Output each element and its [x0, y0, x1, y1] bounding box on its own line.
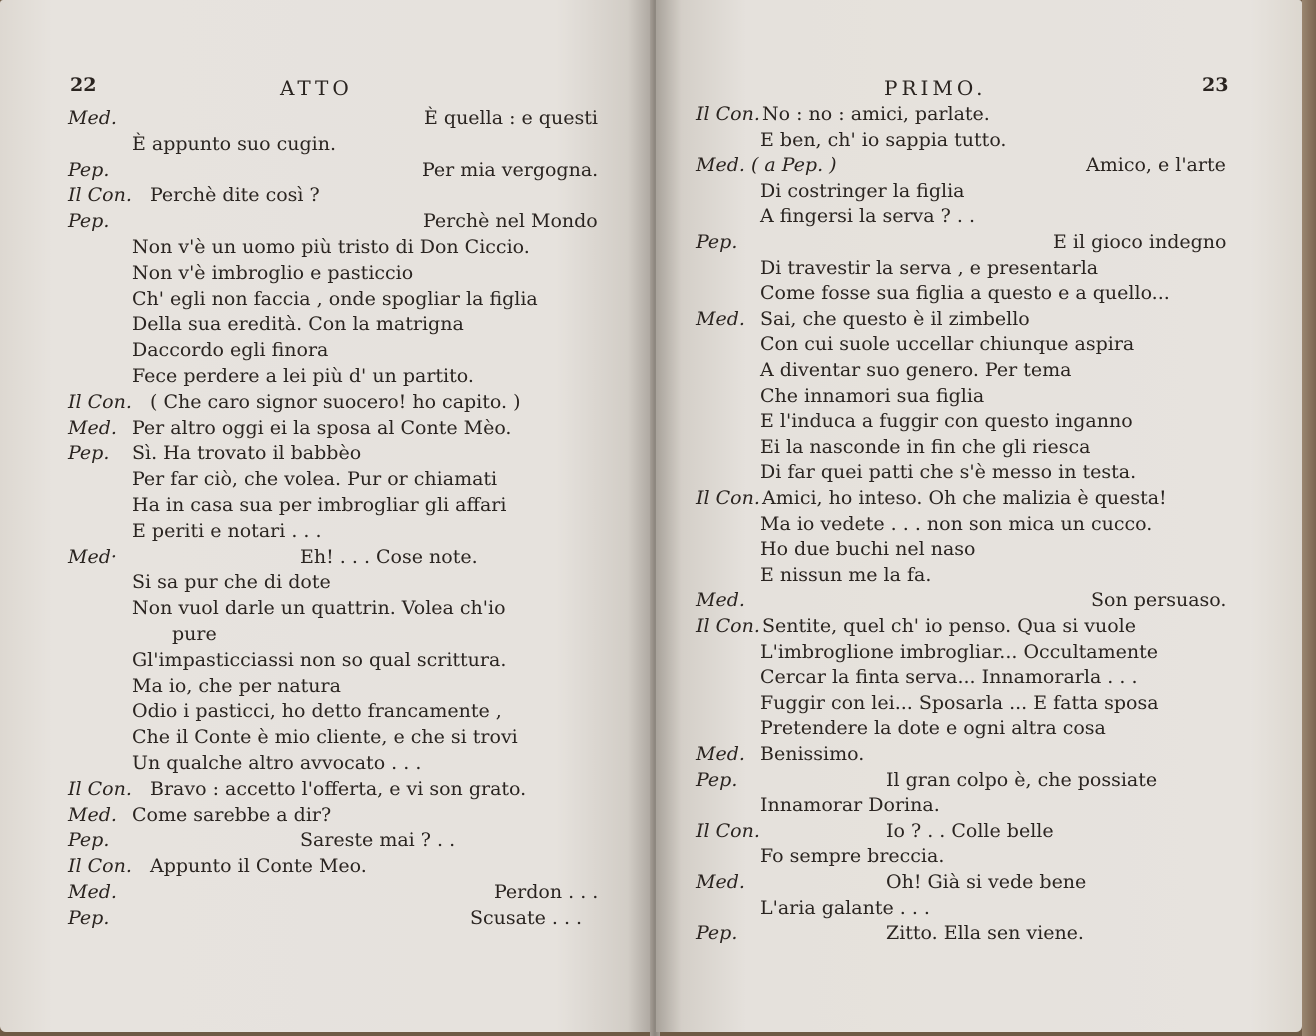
- speaker-label: Med.: [696, 589, 745, 612]
- dialogue-line: Di costringer la figlia: [760, 179, 965, 202]
- speaker-label: Med. ( a Pep. ): [696, 154, 837, 177]
- dialogue-line: ( Che caro signor suocero! ho capito. ): [150, 390, 521, 413]
- dialogue-line: Sì. Ha trovato il babbèo: [132, 442, 362, 465]
- dialogue-line: Amici, ho inteso. Oh che malizia è questa!: [762, 487, 1167, 509]
- speaker-label: Med.: [68, 803, 117, 826]
- speaker-label: Med·: [68, 545, 117, 568]
- dialogue-line: Perchè dite così ?: [150, 184, 320, 207]
- dialogue-line: Non v'è un uomo più tristo di Don Ciccio.: [132, 236, 530, 258]
- dialogue-line: Si sa pur che di dote: [132, 571, 331, 594]
- dialogue-line: Oh! Già si vede bene: [886, 871, 1087, 893]
- dialogue-line: Perdon . . .: [494, 881, 599, 903]
- dialogue-line: Per far ciò, che volea. Pur or chiamati: [132, 468, 498, 491]
- dialogue-line: Sentite, quel ch' io penso. Qua si vuole: [762, 615, 1136, 637]
- speaker-label: Il Con.: [68, 855, 132, 878]
- speaker-label: Pep.: [696, 768, 738, 791]
- dialogue-line: Zitto. Ella sen viene.: [886, 922, 1084, 945]
- speaker-label: Med.: [696, 743, 745, 765]
- speaker-label: Pep.: [68, 158, 110, 181]
- dialogue-line: Bravo : accetto l'offerta, e vi son grato.: [150, 777, 527, 800]
- dialogue-line: Son persuaso.: [1091, 589, 1227, 612]
- dialogue-line: Ei la nasconde in fin che gli riesca: [760, 435, 1091, 458]
- left-page: [0, 0, 654, 1032]
- speaker-label: Il Con.: [696, 103, 760, 125]
- dialogue-line: Sareste mai ? . .: [300, 829, 456, 852]
- speaker-label: Med.: [68, 416, 117, 439]
- dialogue-line: E periti e notari . . .: [132, 519, 322, 542]
- dialogue-line: L'imbroglione imbrogliar... Occultamente: [760, 640, 1158, 663]
- dialogue-line: È appunto suo cugin.: [132, 132, 337, 155]
- speaker-label: Il Con.: [696, 487, 760, 509]
- dialogue-line: Ma io, che per natura: [132, 674, 341, 697]
- page-number-left: 22: [70, 74, 97, 96]
- dialogue-line: Come fosse sua figlia a questo e a quello...: [760, 282, 1170, 305]
- dialogue-line: Odio i pasticci, ho detto francamente ,: [132, 700, 502, 723]
- dialogue-line: Per mia vergogna.: [422, 158, 599, 181]
- speaker-label: Il Con.: [68, 390, 132, 413]
- speaker-label: Pep.: [68, 906, 110, 929]
- dialogue-line: Daccordo egli finora: [132, 339, 329, 362]
- dialogue-line: A diventar suo genero. Per tema: [760, 359, 1072, 381]
- dialogue-line: Sai, che questo è il zimbello: [760, 307, 1030, 330]
- speaker-label: Pep.: [696, 231, 738, 253]
- speaker-label: Pep.: [68, 829, 110, 852]
- dialogue-line: Che innamori sua figlia: [760, 384, 985, 407]
- dialogue-line: Come sarebbe a dir?: [132, 803, 332, 826]
- speaker-label: Med.: [696, 871, 745, 893]
- speaker-label: Il Con.: [696, 615, 760, 637]
- speaker-label: Pep.: [68, 442, 110, 465]
- dialogue-line: Di travestir la serva , e presentarla: [760, 256, 1099, 279]
- dialogue-line: A fingersi la serva ? . .: [760, 205, 975, 228]
- dialogue-line: Che il Conte è mio cliente, e che si trovi: [132, 726, 518, 749]
- dialogue-line: E il gioco indegno: [1053, 231, 1227, 253]
- dialogue-line: E l'induca a fuggir con questo inganno: [760, 410, 1133, 433]
- dialogue-line: Il gran colpo è, che possiate: [886, 768, 1158, 791]
- dialogue-line: Gl'impasticciassi non so qual scrittura.: [132, 648, 507, 671]
- dialogue-line: Eh! . . . Cose note.: [300, 545, 478, 568]
- dialogue-line: Della sua eredità. Con la matrigna: [132, 313, 464, 336]
- dialogue-line: Ho due buchi nel naso: [760, 538, 976, 561]
- speaker-label: Il Con.: [68, 777, 132, 800]
- dialogue-line: Cercar la finta serva... Innamorarla . . .: [760, 666, 1138, 689]
- speaker-label: Il Con.: [696, 819, 760, 842]
- speaker-label: Pep.: [696, 922, 738, 945]
- dialogue-line: Di far quei patti che s'è messo in testa.: [760, 461, 1137, 484]
- dialogue-line: Non v'è imbroglio e pasticcio: [132, 261, 414, 284]
- dialogue-line: Ma io vedete . . . non son mica un cucco.: [760, 512, 1153, 535]
- dialogue-line: Ch' egli non faccia , onde spogliar la figlia: [132, 287, 538, 310]
- dialogue-line: Un qualche altro avvocato . . .: [132, 752, 422, 774]
- page-number-right: 23: [1202, 74, 1229, 96]
- dialogue-line: Con cui suole uccellar chiunque aspira: [760, 333, 1135, 356]
- dialogue-line: No : no : amici, parlate.: [762, 103, 990, 125]
- speaker-label: Med.: [68, 881, 117, 903]
- dialogue-line: E nissun me la fa.: [760, 563, 932, 586]
- running-head-left: ATTO: [280, 76, 353, 100]
- dialogue-line: Perchè nel Mondo: [423, 210, 598, 233]
- dialogue-line: Appunto il Conte Meo.: [150, 855, 367, 878]
- dialogue-line: Ha in casa sua per imbrogliar gli affari: [132, 494, 507, 516]
- speaker-label: Il Con.: [68, 184, 132, 207]
- dialogue-line: Fece perdere a lei più d' un partito.: [132, 365, 474, 387]
- speaker-label: Med.: [68, 107, 117, 129]
- dialogue-line: Io ? . . Colle belle: [886, 819, 1054, 842]
- running-head-right: PRIMO.: [884, 76, 987, 100]
- speaker-label: Med.: [696, 307, 745, 330]
- dialogue-line: pure: [172, 623, 217, 645]
- dialogue-line: Non vuol darle un quattrin. Volea ch'io: [132, 597, 506, 620]
- dialogue-line: E ben, ch' io sappia tutto.: [760, 128, 1007, 151]
- dialogue-line: L'aria galante . . .: [760, 896, 930, 919]
- dialogue-line: Per altro oggi ei la sposa al Conte Mèo.: [132, 416, 512, 439]
- dialogue-line: Scusate . . .: [470, 906, 583, 929]
- dialogue-line: Fuggir con lei... Sposarla ... E fatta sposa: [760, 691, 1159, 714]
- dialogue-line: Innamorar Dorina.: [760, 794, 940, 817]
- speaker-label: Pep.: [68, 210, 110, 233]
- dialogue-line: Pretendere la dote e ogni altra cosa: [760, 717, 1106, 740]
- dialogue-line: È quella : e questi: [424, 107, 598, 129]
- dialogue-line: Fo sempre breccia.: [760, 845, 945, 868]
- right-page: [656, 0, 1302, 1032]
- dialogue-line: Benissimo.: [760, 743, 865, 765]
- page-edges: [1302, 0, 1316, 1036]
- dialogue-line: Amico, e l'arte: [1086, 154, 1226, 177]
